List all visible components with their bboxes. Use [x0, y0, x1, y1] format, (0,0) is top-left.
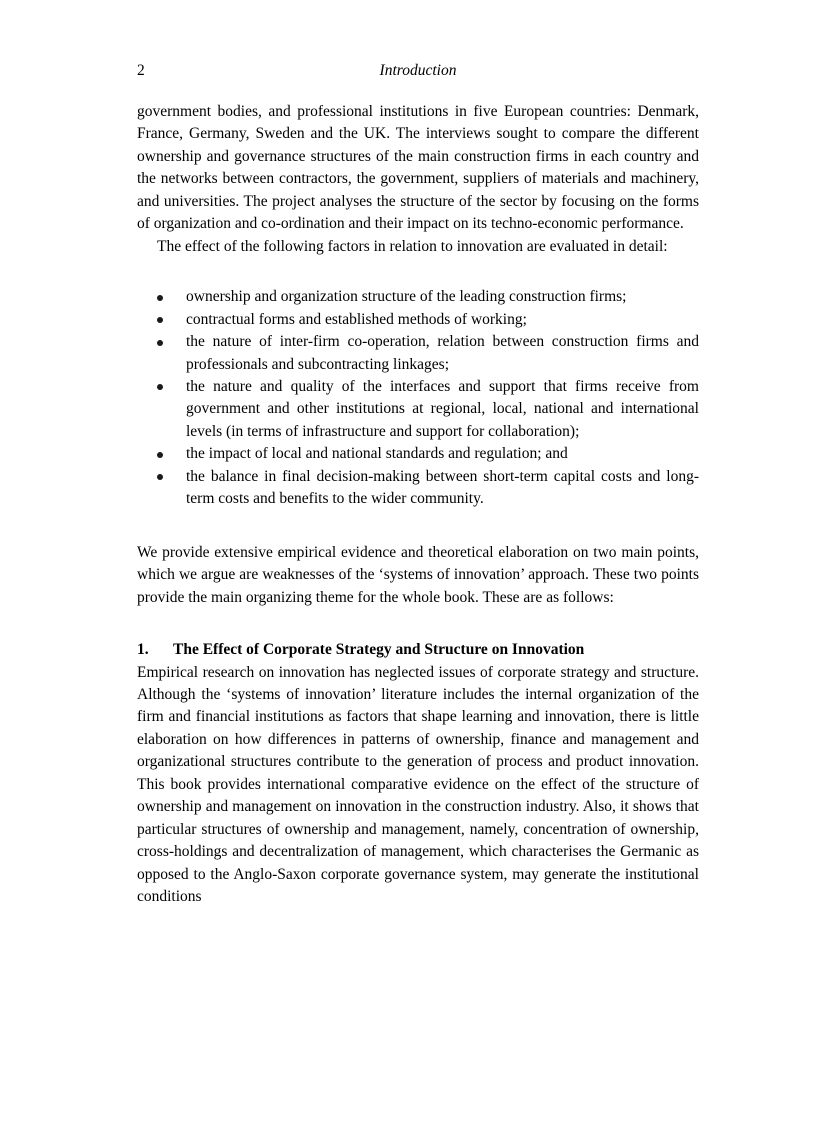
section-title: The Effect of Corporate Strategy and Structure on Innovation	[173, 641, 585, 659]
list-item-text: contractual forms and established methods of working;	[186, 310, 527, 328]
list-item	[186, 331, 699, 376]
section-number: 1.	[137, 641, 149, 659]
list-item-text: the balance in final decision-making between short-term capital costs and long-term costs and benefits to the wider community.	[186, 467, 699, 508]
running-head-title: Introduction	[379, 62, 457, 79]
list-item	[186, 286, 699, 308]
paragraph-continuation: government bodies, and professional institutions in five European countries: Denmark, France, Germany, Sweden and the UK. The interviews sought to compare the different ownership and governance structures of the main construction firms in each country and the networks between contractors, the government, suppliers of materials and machinery, and universities. The project analyses the structure of the sector by focusing on the forms of organization and co-ordination and their impact on its techno-economic performance.	[137, 103, 699, 233]
paragraph-empirical-research: Empirical research on innovation has neglected issues of corporate strategy and structure. Although the ‘systems of innovation’ literature includes the internal organization of the firm and financial institutions as factors that shape learning and innovation, there is little elaboration on how differences in patterns of ownership, finance and management and organizational structures contribute to the generation of process and product innovation. This book provides international comparative evidence on the effect of the structure of ownership and management on innovation in the construction industry. Also, it shows that particular structures of ownership and management, namely, concentration of ownership, cross-holdings and decentralization of management, which characterises the Germanic as opposed to the Anglo-Saxon corporate governance system, may generate the institutional conditions	[137, 663, 699, 906]
page-number: 2	[137, 62, 145, 79]
list-item-text: the nature and quality of the interfaces and support that firms receive from government and other institutions at regional, local, national and international levels (in terms of infrastructure and support for collaboration);	[186, 377, 699, 440]
bullet-dot-icon	[157, 340, 163, 346]
bullet-dot-icon	[157, 317, 163, 323]
list-item-text: ownership and organization structure of the leading construction firms;	[186, 288, 627, 306]
paragraph-two-main-points: We provide extensive empirical evidence and theoretical elaboration on two main points, which we argue are weaknesses of the ‘systems of innovation’ approach. These two points provide the main organizing theme for the whole book. These are as follows:	[137, 543, 699, 606]
text-column	[137, 101, 699, 909]
bullet-dot-icon	[157, 384, 163, 390]
list-item-text: the nature of inter-firm co-operation, relation between construction firms and professionals and subcontracting linkages;	[186, 333, 699, 373]
list-item	[186, 309, 699, 331]
section-heading	[137, 639, 699, 661]
list-item-text: the impact of local and national standards and regulation; and	[186, 445, 568, 463]
list-item	[186, 376, 699, 443]
list-item	[186, 466, 699, 511]
factors-bullet-list	[137, 286, 699, 511]
paragraph-factors-intro: The effect of the following factors in relation to innovation are evaluated in detail:	[157, 237, 668, 255]
bullet-dot-icon	[157, 452, 163, 458]
running-head	[137, 60, 699, 82]
list-item	[186, 443, 699, 465]
bullet-dot-icon	[157, 474, 163, 480]
bullet-dot-icon	[157, 295, 163, 301]
